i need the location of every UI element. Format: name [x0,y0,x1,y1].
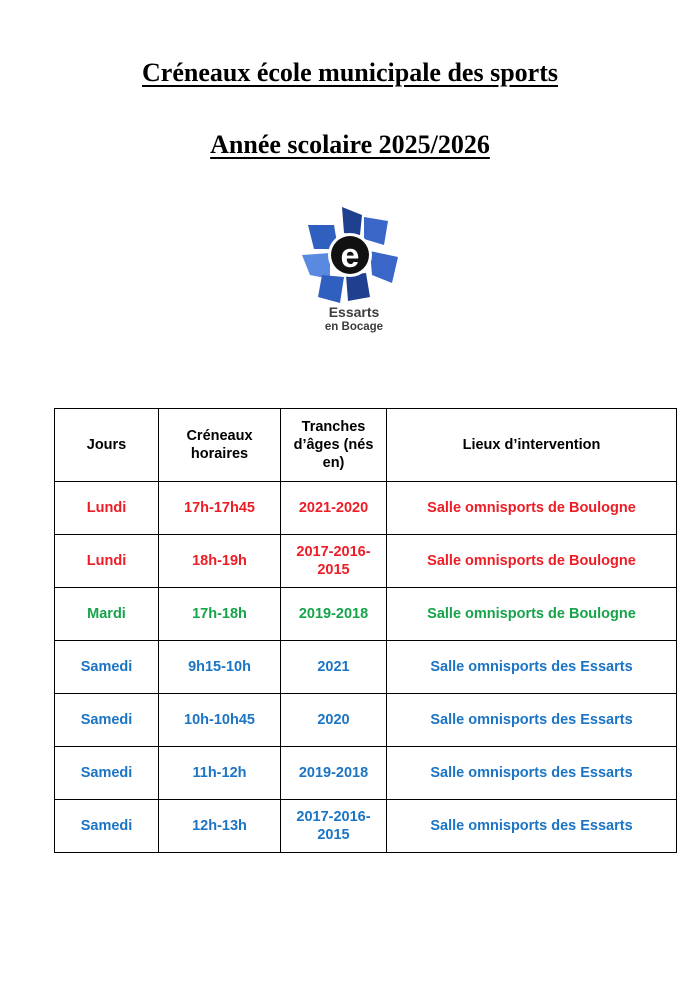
essarts-en-bocage-logo [300,205,400,337]
table-row [55,694,677,747]
cell-place: Salle omnisports des Essarts [387,694,677,747]
cell-day: Samedi [55,694,159,747]
cell-ages: 2021-2020 [281,482,387,535]
cell-slot: 10h-10h45 [159,694,281,747]
header-place: Lieux d’intervention [387,409,677,482]
cell-place: Salle omnisports de Boulogne [387,535,677,588]
document-title: Créneaux école municipale des sports [142,58,558,87]
cell-slot: 9h15-10h [159,641,281,694]
cell-day: Samedi [55,641,159,694]
header-days: Jours [55,409,159,482]
cell-day: Lundi [55,482,159,535]
logo-emblem-icon [300,205,400,305]
table-row [55,747,677,800]
cell-ages: 2017-2016-2015 [281,800,387,853]
cell-day: Samedi [55,747,159,800]
cell-ages: 2019-2018 [281,747,387,800]
logo-name-line1: Essarts [328,304,380,320]
cell-place: Salle omnisports des Essarts [387,641,677,694]
table-row [55,588,677,641]
schedule-table [54,408,677,853]
cell-place: Salle omnisports de Boulogne [387,482,677,535]
cell-slot: 18h-19h [159,535,281,588]
logo-letter: e [340,237,360,275]
cell-ages: 2019-2018 [281,588,387,641]
cell-ages: 2021 [281,641,387,694]
cell-slot: 17h-18h [159,588,281,641]
cell-ages: 2020 [281,694,387,747]
cell-day: Mardi [55,588,159,641]
cell-place: Salle omnisports des Essarts [387,747,677,800]
cell-place: Salle omnisports de Boulogne [387,588,677,641]
cell-day: Samedi [55,800,159,853]
cell-slot: 12h-13h [159,800,281,853]
header-ages: Tranches d’âges (nés en) [281,409,387,482]
table-row [55,482,677,535]
cell-place: Salle omnisports des Essarts [387,800,677,853]
logo-petal-left-lower [302,253,330,279]
table-header-row [55,409,677,482]
logo-petal-top [342,207,362,235]
cell-slot: 17h-17h45 [159,482,281,535]
logo-petal-right-lower [370,251,398,283]
cell-ages: 2017-2016-2015 [281,535,387,588]
cell-slot: 11h-12h [159,747,281,800]
table-row [55,535,677,588]
table-row [55,800,677,853]
logo-petal-bottom [346,273,370,301]
logo-name-line2: en Bocage [324,321,384,333]
cell-day: Lundi [55,535,159,588]
logo-petal-bottom-left [318,275,344,303]
school-year-title: Année scolaire 2025/2026 [210,130,490,159]
logo-petal-right [364,217,388,245]
table-row [55,641,677,694]
header-slots: Créneaux horaires [159,409,281,482]
